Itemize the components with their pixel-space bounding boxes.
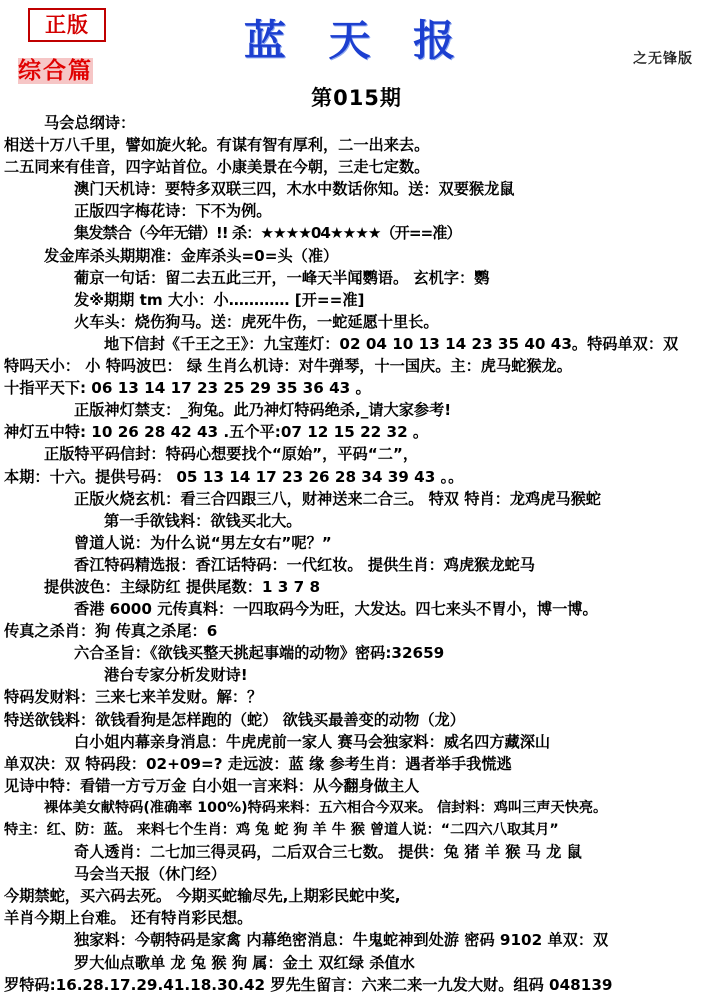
text-line: 提供波色：主绿防红 提供尾数：1 3 7 8 xyxy=(44,577,321,596)
text-line: 火车头：烧伤狗马。送：虎死牛伤，一蛇延愿十里长。 xyxy=(74,312,439,331)
issue-number: 第015期 xyxy=(311,86,402,110)
text-line: 地下信封《千王之王》：九宝莲灯：02 04 10 13 14 23 35 40 43。特码单双：双 xyxy=(104,334,679,353)
text-line: 特码发财料：三来七来羊发财。解：？ xyxy=(4,688,263,707)
text-line: 传真之杀肖：狗 传真之杀尾：6 xyxy=(4,622,218,641)
text-line: 正版神灯禁支：_狗兔。此乃神灯特码绝杀,_请大家参考! xyxy=(74,401,452,420)
text-line: 发金库杀头期期准：金库杀头=0=头（准） xyxy=(44,246,339,265)
page-header xyxy=(0,0,713,110)
text-line: 本期：十六。提供号码： 05 13 14 17 23 26 28 34 39 43 。。 xyxy=(4,467,464,486)
text-line: 今期禁蛇，买六码去死。 今期买蛇输尽先,上期彩民蛇中奖, xyxy=(4,887,401,906)
text-line: 葡京一句话：留二去五此三开，一峰天半闻鹦语。 玄机字：鹦 xyxy=(74,268,490,287)
text-line: 澳门天机诗：要特多双联三四，木水中数话你知。送：双要猴龙鼠 xyxy=(74,180,515,199)
text-line: 正版火烧玄机：看三合四跟三八，财神送来二合三。 特双 特肖：龙鸡虎马猴蛇 xyxy=(74,489,601,508)
text-line: 马会当天报（休门经） xyxy=(74,865,226,884)
text-line: 六合圣旨：《欲钱买整天挑起事端的动物》密码:32659 xyxy=(74,644,445,663)
text-line: 白小姐内幕亲身消息：牛虎虎前一家人 赛马会独家料：威名四方藏深山 xyxy=(74,732,551,751)
text-line: 第一手欲钱料：欲钱买北大。 xyxy=(104,511,302,530)
text-line: 神灯五中特: 10 26 28 42 43 .五个平:07 12 15 22 32 。 xyxy=(4,423,429,442)
text-line: 香江特码精选报：香江话特码：一代红妆。 提供生肖：鸡虎猴龙蛇马 xyxy=(74,555,535,574)
text-line: 特吗天小： 小 特吗波巴： 绿 生肖么机诗：对牛弹琴，十一国庆。主：虎马蛇猴龙。 xyxy=(4,357,572,376)
text-line: 发※期期 tm 大小：小………… [开==准] xyxy=(74,290,365,309)
text-line: 单双决：双 特码段：02+09=? 走远波：蓝 缘 参考生肖：遇者举手我慌逃 xyxy=(4,754,512,773)
text-line: 曾道人说：为什么说“男左女右”呢？” xyxy=(74,533,332,552)
text-line: 集发禁合（今年无错）!! 杀：★★★★04★★★★（开==准） xyxy=(74,224,461,243)
text-line: 马会总纲诗： xyxy=(44,114,136,132)
text-line: 香港 6000 元传真料：一四取码今为旺，大发达。四七来头不胃小，博一博。 xyxy=(74,600,598,619)
text-line: 裸体美女献特码(准确率 100%)特码来料：五六相合今双来。 信封料：鸡叫三声天快亮。 xyxy=(44,799,608,816)
edition-badge: 正版 xyxy=(28,8,106,42)
page-title: 蓝 天 报 xyxy=(243,16,470,65)
text-line: 罗大仙点歌单 龙 兔 猴 狗 属：金土 双红绿 杀值水 xyxy=(74,953,415,972)
edition-subtitle: 之无锋版 xyxy=(633,51,693,67)
text-line: 二五同来有佳音，四字站首位。小康美景在今朝，三走七定数。 xyxy=(4,158,430,177)
text-line: 相送十万八千里，譬如旋火轮。有谋有智有厚利，二一出来去。 xyxy=(4,136,430,155)
text-line: 特主：红、防：蓝。 来料七个生肖：鸡 兔 蛇 狗 羊 牛 猴 曾道人说：“二四六八取其月” xyxy=(4,822,559,838)
text-line: 独家料：今朝特码是家禽 内幕绝密消息：牛鬼蛇神到处游 密码 9102 单双：双 xyxy=(74,931,609,950)
text-line: 正版四字梅花诗：下不为例。 xyxy=(74,202,272,221)
text-line: 羊肖今期上台难。 还有特肖彩民想。 xyxy=(4,909,253,928)
text-line: 港台专家分析发财诗! xyxy=(104,666,248,685)
text-line: 特送欲钱料：欲钱看狗是怎样跑的（蛇） 欲钱买最善变的动物（龙） xyxy=(4,710,465,729)
text-line: 见诗中特：看错一方亏万金 白小姐一言来料：从今翻身做主人 xyxy=(4,776,420,795)
article-body xyxy=(0,112,713,996)
text-line: 十指平天下: 06 13 14 17 23 25 29 35 36 43 。 xyxy=(4,379,371,398)
text-line: 罗特码:16.28.17.29.41.18.30.42 罗先生留言：六来二来一九发大财。组码 048139 xyxy=(4,975,613,994)
section-badge-text: 综合篇 xyxy=(18,58,93,84)
text-line: 奇人透肖：二七加三得灵码，二后双合三七数。 提供：兔 猪 羊 猴 马 龙 鼠 xyxy=(74,843,582,862)
text-line: 正版特平码信封：特码心想要找个“原始”，平码“二”， xyxy=(44,445,419,464)
